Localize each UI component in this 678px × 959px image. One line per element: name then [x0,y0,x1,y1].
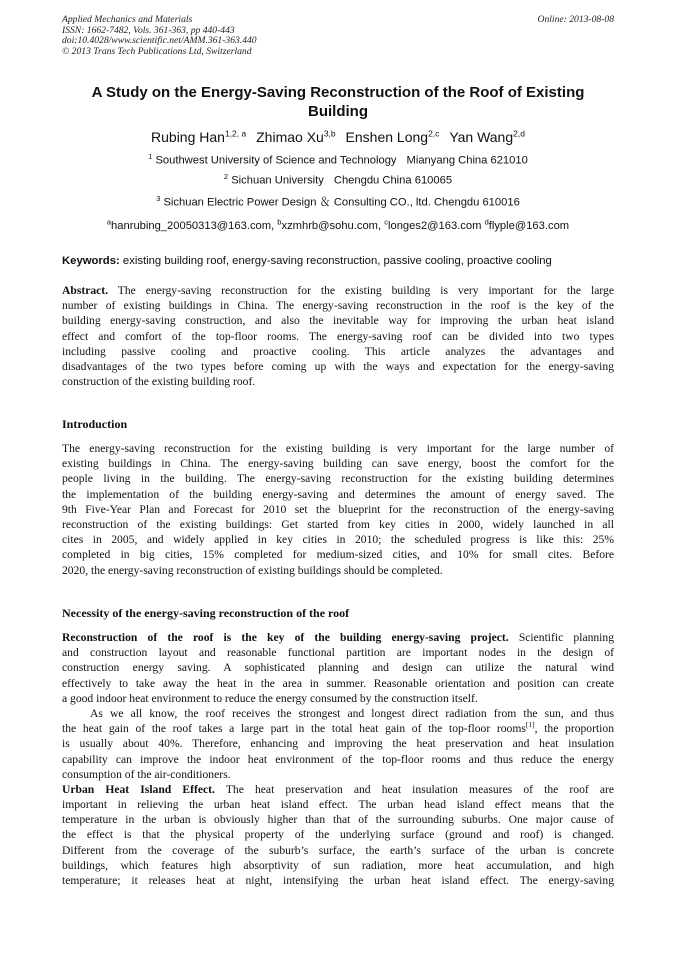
citation-ref[interactable]: [1] [525,721,535,730]
keywords [62,254,622,268]
abstract-label: Abstract. [62,284,109,297]
text-line: including passive cooling and proactive cooling. This article analyzes the advantages and [62,344,614,358]
section-heading-introduction: Introduction [62,417,128,431]
email[interactable]: $^d$flyple@163.com [484,217,570,232]
journal-name: Applied Mechanics and Materials [62,14,193,25]
text-line: cites in 2005, and widely applied in key cities in 2010; the scheduled progress is like this: 25% [62,533,614,547]
text-line: building energy-saving construction, and also the inevitable way for improving the urban heat island [62,314,614,328]
text-line: Reconstruction of the roof is the key of the building energy-saving project. Scientific planning [62,631,614,644]
necessity-section [62,630,614,888]
copyright-line: © 2013 Trans Tech Publications Ltd, Switzerland [62,45,252,57]
text-line: existing buildings in China. The energy-saving building can save energy, boost the comfort for the [62,457,614,471]
text-line: construction of the existing building roof. [62,375,256,389]
text-line: buildings, which features high absorptivity of sun radiation, more heat accumulation, and high [62,858,614,872]
text-line: temperature in the urban is obviously higher than that of the surrounding suburbs. One major cause of [62,813,614,827]
author: Rubing Han$^{1,2, a}$ [151,128,247,145]
text-line: Abstract. The energy-saving reconstruction for the existing building is very important for the large [62,284,614,297]
text-line: a good indoor heat environment to reduce the energy consumed by the construction itself. [62,691,478,705]
text-line: Different from the coverage of the suburb’s surface, the earth’s surface of the urban is concrete [62,843,614,857]
email[interactable]: $^c$longes2@163.com [384,217,482,232]
text-line: people living in the building. The energy-saving reconstruction for the existing building determines [62,472,614,486]
author: Enshen Long$^{2,c}$ [345,128,440,145]
text-line: reconstruction of the existing buildings: Get started from key cities in 2000, widely launched in all [62,517,614,531]
text-line: 9th Five-Year Plan and Forecast for 2010 set the blueprint for the reconstruction of the energy-saving [62,502,614,516]
keywords-text: existing building roof, energy-saving reconstruction, passive cooling, proactive cooling [122,255,552,267]
text-line: The energy-saving reconstruction for the existing building is very important for the large number of [62,442,614,455]
text-line: is usually about 40%. Therefore, enhancing and improving the heat preservation and heat insulation [62,737,614,751]
author-list [62,124,614,146]
title-line: A Study on the Energy-Saving Reconstruction of the Roof of Existing [91,84,585,101]
doi-line[interactable]: doi:10.4028/www.scientific.net/AMM.361-363.440 [62,35,257,47]
text-line: number of existing buildings in China. The energy-saving reconstruction in the roof is the key of the [62,299,614,313]
text-line: the implementation of the building energy-saving and determines the amount of energy saved. The [62,487,614,501]
text-line: temperature; it releases heat at night, intensifying the urban heat island effect. The energy-saving [62,874,614,887]
online-date: Online: 2013-08-08 [537,14,614,25]
text-line: and construction layout and reasonable functional partition are important nodes in the design of [62,646,614,660]
author: Yan Wang$^{2,d}$ [449,128,525,145]
affiliation: $^2$ Sichuan University Chengdu China 610065 [223,172,453,187]
text-line: construction energy saving. A sophisticated planning and design can utilize the natural wind [62,661,614,675]
affiliation: $^3$ Sichuan Electric Power Design ＆ Consulting CO., ltd. Chengdu 610016 [156,194,520,209]
text-line: disadvantages of the two types before coming up with the ways and expectation for the energy-saving [62,359,614,373]
paper-title [62,83,614,121]
text-line: completed in big cities, 15% completed for medium-sized cities, and 10% for small cites. Before [62,548,614,562]
introduction-paragraph [62,441,614,578]
paragraph-lead: Urban Heat Island Effect. [62,782,215,796]
email[interactable]: $^a$hanrubing_20050313@163.com, [106,217,275,232]
text-line: the heat gain of the roof takes a large part in the total heat gain of the top-floor rooms[1], the proportion [62,721,614,736]
text-line: Urban Heat Island Effect. The heat preservation and heat insulation measures of the roof are [62,782,614,796]
paragraph-lead: Reconstruction of the roof is the key of the building energy-saving project. [62,631,509,644]
keywords-label: Keywords: [62,255,120,267]
author: Zhimao Xu$^{3,b}$ [256,128,336,145]
affiliation: $^1$ Southwest University of Science and Technology Mianyang China 621010 [148,152,528,167]
text-line: effect and comfort of the top-floor rooms. The energy-saving roof can be divided into two types [62,329,614,343]
email-line [62,215,614,233]
email[interactable]: $^b$xzmhrb@sohu.com, [277,217,382,232]
section-heading-necessity: Necessity of the energy-saving reconstruction of the roof [62,606,350,620]
issn-line: ISSN: 1662-7482, Vols. 361-363, pp 440-443 [62,24,235,36]
text-line: consumption of the air-conditioners. [62,767,231,781]
text-line: important in relieving the urban heat island effect. The urban head island effect means that the [62,798,614,812]
text-line: 2020, the energy-saving reconstruction of existing buildings should be completed. [62,563,443,577]
abstract [62,283,614,389]
text-line: capability can improve the indoor heat environment of the top-floor rooms and thus reduce the energy [62,752,614,766]
text-line: the effect is that the physical property of the underlying surface (ground and roof) is changed. [62,828,614,842]
title-line: Building [308,103,368,120]
text-line: As we all know, the roof receives the strongest and longest direct radiation from the sun, and thus [90,706,614,720]
text-line: effectively to take away the heat in the area in summer. Reasonable orientation and position can create [62,676,614,690]
